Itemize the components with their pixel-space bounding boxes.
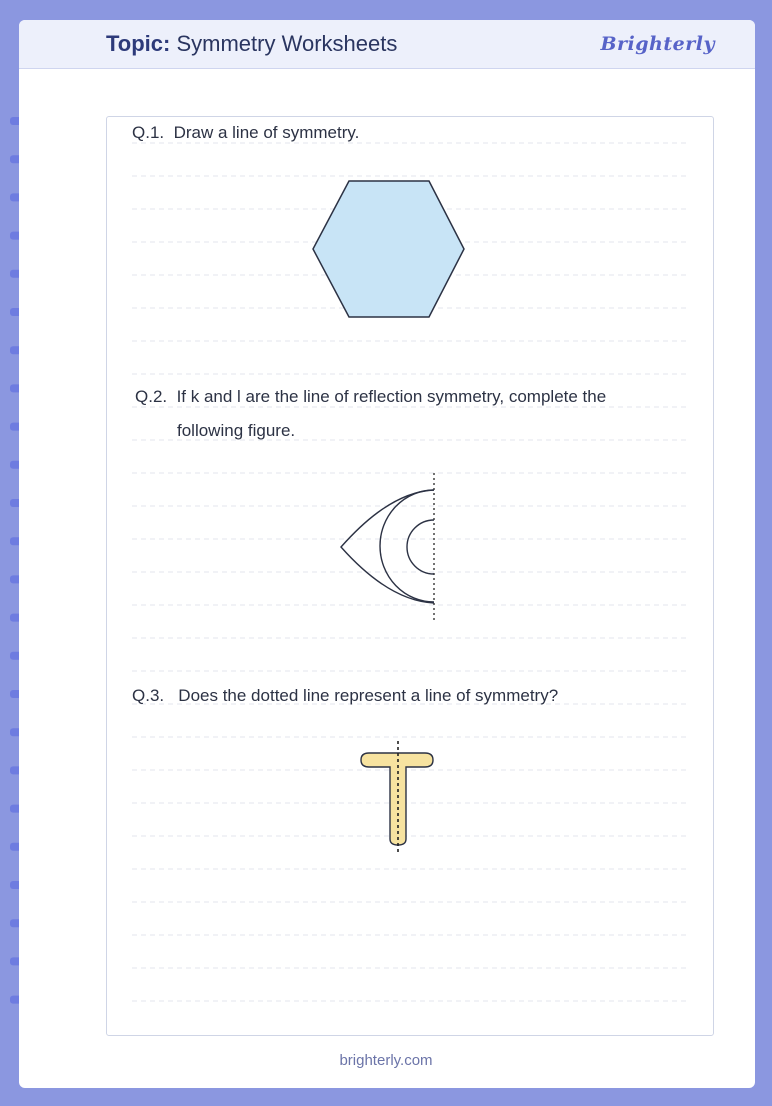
header-bar <box>19 20 755 69</box>
question-3 <box>132 686 558 706</box>
topic-label: Topic: <box>106 31 171 56</box>
question-1 <box>132 123 359 143</box>
page-title <box>106 31 397 57</box>
question-1-number: Q.1. <box>132 123 165 142</box>
question-1-text: Draw a line of symmetry. <box>173 123 360 142</box>
question-2-number: Q.2. <box>135 387 168 406</box>
question-2-line-1 <box>135 387 606 407</box>
footer-website: brighterly.com <box>339 1052 433 1069</box>
ruled-lines <box>107 117 713 1035</box>
question-2-text-line-2: following figure. <box>177 421 296 440</box>
topic-title: Symmetry Worksheets <box>176 31 398 56</box>
question-3-number: Q.3. <box>132 686 165 705</box>
brand-logo: Brighterly <box>600 33 715 55</box>
question-2-text-line-1: If k and l are the line of reflection symmetry, complete the <box>176 387 607 406</box>
question-3-text: Does the dotted line represent a line of symmetry? <box>178 686 559 705</box>
question-sheet <box>106 116 714 1036</box>
